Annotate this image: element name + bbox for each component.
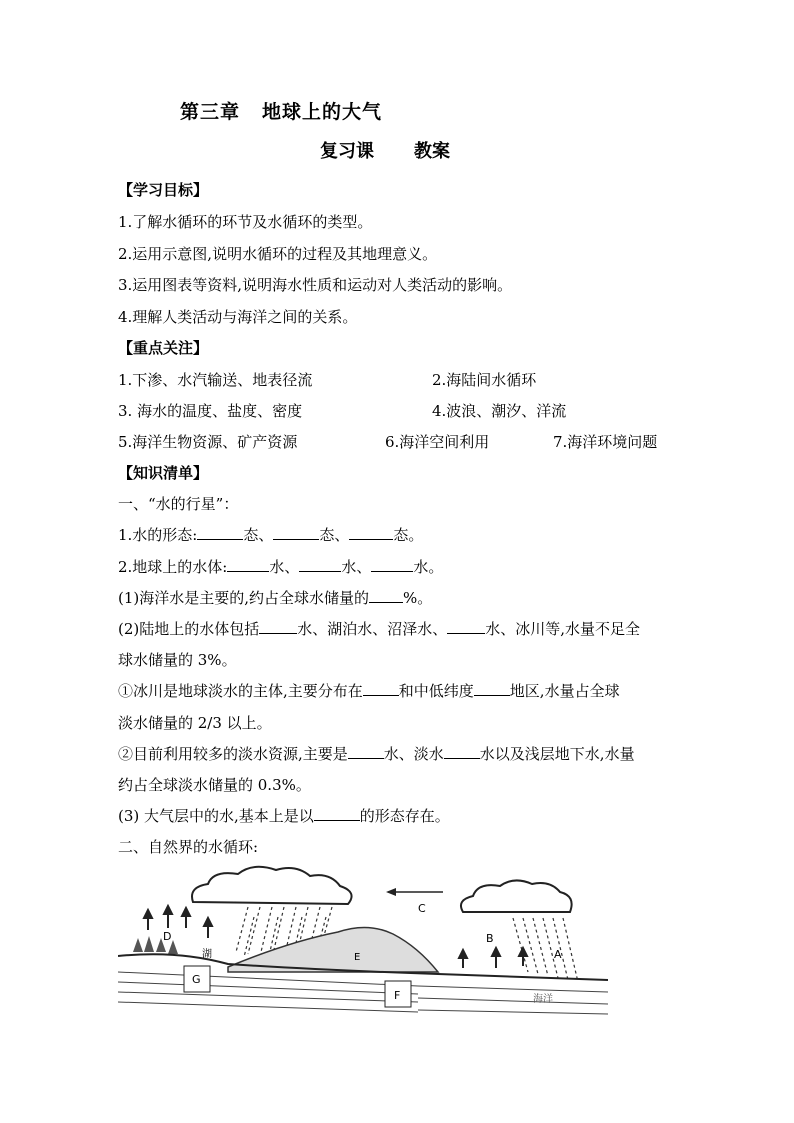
- evaporation-arrows-b: [459, 948, 527, 968]
- answer-blank[interactable]: [259, 619, 297, 634]
- objectives-header: 【学习目标】: [118, 181, 209, 199]
- focus-header: 【重点关注】: [118, 339, 209, 357]
- lesson-type: 复习课: [320, 141, 374, 162]
- objective-item-4: 4.理解人类活动与海洋之间的关系。: [118, 308, 358, 326]
- lake-label: 湖: [202, 949, 212, 960]
- focus-item-1: 1.下渗、水汽输送、地表径流: [118, 371, 313, 389]
- answer-blank[interactable]: [197, 525, 243, 540]
- fresh-water-line-2: 约占全球淡水储量的 0.3%。: [118, 776, 311, 794]
- cloud-right: [461, 880, 572, 912]
- water-cycle-diagram: [118, 862, 608, 1022]
- focus-item-4: 4.波浪、潮汐、洋流: [432, 402, 567, 420]
- focus-item-2: 2.海陆间水循环: [432, 371, 537, 389]
- diagram-label-a: A: [554, 948, 562, 961]
- focus-item-7: 7.海洋环境问题: [553, 433, 658, 451]
- diagram-label-f: F: [394, 989, 401, 1002]
- answer-blank[interactable]: [363, 681, 399, 696]
- answer-blank[interactable]: [314, 806, 360, 821]
- objective-item-3: 3.运用图表等资料,说明海水性质和运动对人类活动的影响。: [118, 276, 513, 294]
- glacier-line-2: 淡水储量的 2/3 以上。: [118, 714, 272, 732]
- answer-blank[interactable]: [299, 557, 341, 572]
- chapter-name: 地球上的大气: [262, 101, 383, 123]
- diagram-label-b: B: [486, 932, 494, 945]
- cloud-left: [192, 867, 352, 904]
- section-1-title: 一、“水的行星”：: [118, 495, 239, 513]
- answer-blank[interactable]: [348, 744, 384, 759]
- answer-blank[interactable]: [444, 744, 480, 759]
- diagram-label-e: E: [354, 952, 361, 963]
- water-forms-line: 1.水的形态: 态、 态、 态。: [118, 526, 424, 544]
- ocean-water-line: (1)海洋水是主要的,约占全球水储量的 %。: [118, 589, 433, 607]
- lesson-title: [320, 137, 450, 163]
- answer-blank[interactable]: [273, 525, 319, 540]
- land-water-line-2: 球水储量的 3%。: [118, 651, 237, 669]
- answer-blank[interactable]: [227, 557, 269, 572]
- water-bodies-line: 2.地球上的水体: 水、 水、 水。: [118, 558, 444, 576]
- evaporation-arrows-d: [144, 906, 212, 938]
- answer-blank[interactable]: [369, 588, 403, 603]
- focus-item-3: 3. 海水的温度、盐度、密度: [118, 402, 303, 420]
- answer-blank[interactable]: [371, 557, 413, 572]
- section-2-title: 二、自然界的水循环:: [118, 838, 259, 856]
- diagram-label-c: C: [418, 902, 426, 915]
- fresh-water-line: ②目前利用较多的淡水资源,主要是 水、淡水 水以及浅层地下水,水量: [118, 745, 635, 763]
- diagram-label-g: G: [192, 973, 201, 986]
- focus-item-5: 5.海洋生物资源、矿产资源: [118, 433, 298, 451]
- lesson-plan: 教案: [414, 141, 450, 162]
- chapter-number: 第三章: [180, 101, 241, 123]
- land-water-line: (2)陆地上的水体包括 水、湖泊水、沼泽水、 水、冰川等,水量不足全: [118, 620, 641, 638]
- answer-blank[interactable]: [349, 525, 393, 540]
- answer-blank[interactable]: [447, 619, 485, 634]
- objective-item-1: 1.了解水循环的环节及水循环的类型。: [118, 213, 373, 231]
- atmosphere-water-line: (3) 大气层中的水,基本上是以 的形态存在。: [118, 807, 450, 825]
- focus-item-6: 6.海洋空间利用: [385, 433, 490, 451]
- answer-blank[interactable]: [474, 681, 510, 696]
- ocean-label: 海洋: [533, 994, 553, 1005]
- chapter-title: [180, 97, 382, 124]
- objective-item-2: 2.运用示意图,说明水循环的过程及其地理意义。: [118, 245, 438, 263]
- knowledge-header: 【知识清单】: [118, 464, 209, 482]
- diagram-label-d: D: [163, 930, 172, 943]
- glacier-line: ①冰川是地球淡水的主体,主要分布在 和中低纬度 地区,水量占全球: [118, 682, 620, 700]
